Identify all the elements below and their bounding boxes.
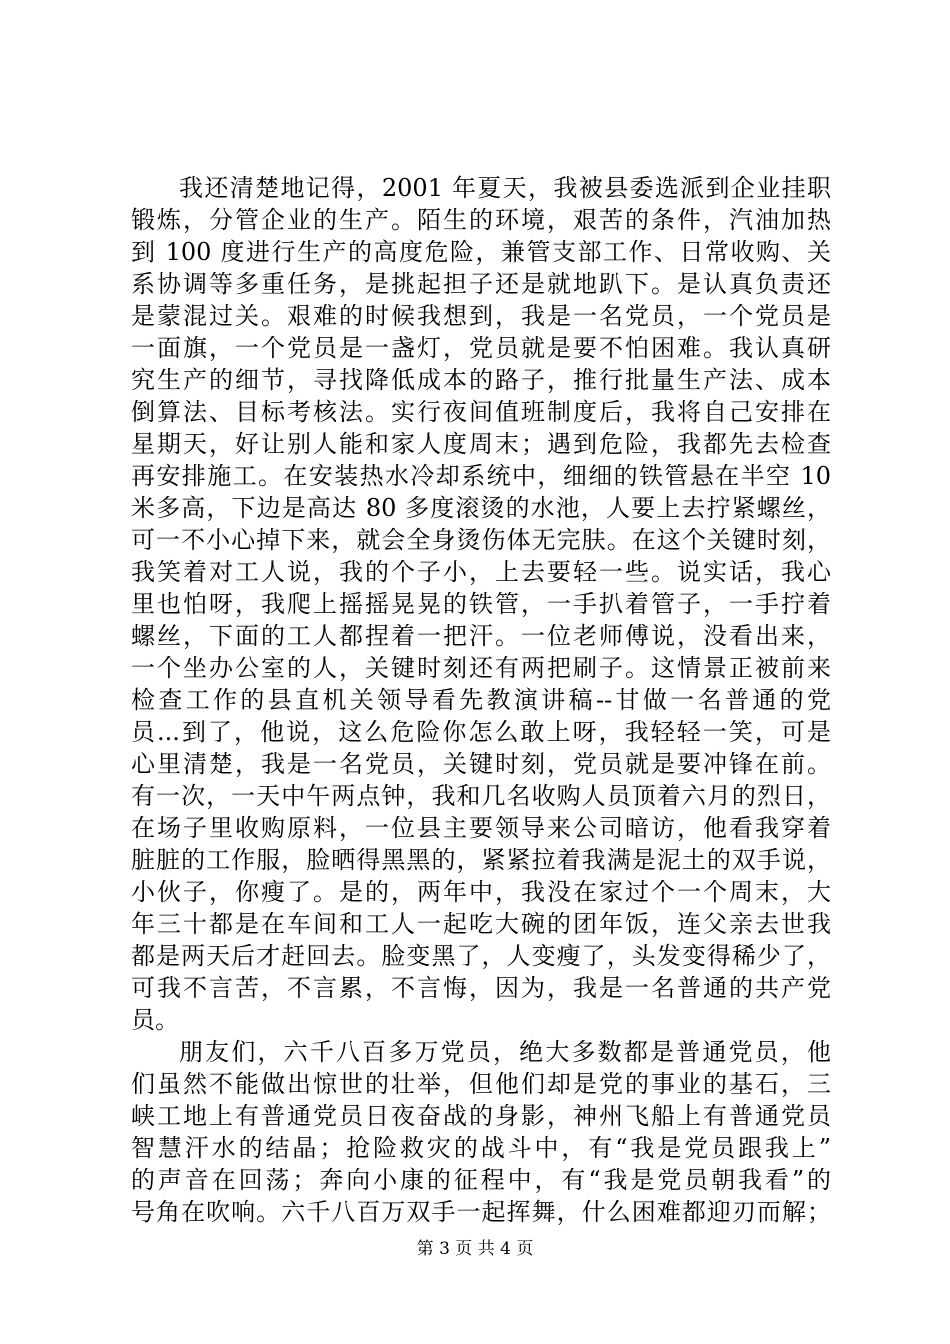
text-line: 螺丝，下面的工人都捏着一把汗。一位老师傅说，没看出来， [131, 622, 831, 650]
text-line: 的声音在回荡；奔向小康的征程中，有“我是党员朝我看”的 [131, 1166, 831, 1194]
text-line: 系协调等多重任务，是挑起担子还是就地趴下。是认真负责还 [131, 270, 831, 298]
text-line: 星期天，好让别人能和家人度周末；遇到危险，我都先去检查 [131, 430, 831, 458]
text-line: 年三十都是在车间和工人一起吃大碗的团年饭，连父亲去世我 [131, 910, 831, 938]
text-line: 到 100 度进行生产的高度危险，兼管支部工作、日常收购、关 [131, 238, 831, 266]
text-line: 朋友们，六千八百多万党员，绝大多数都是普通党员，他 [179, 1038, 831, 1066]
text-line: 可一不小心掉下来，就会全身烫伤体无完肤。在这个关键时刻， [131, 526, 831, 554]
text-line: 号角在吹响。六千八百万双手一起挥舞，什么困难都迎刃而解； [131, 1198, 831, 1226]
text-line: 智慧汗水的结晶；抢险救灾的战斗中，有“我是党员跟我上” [131, 1134, 831, 1162]
text-line: 里也怕呀，我爬上摇摇晃晃的铁管，一手扒着管子，一手拧着 [131, 590, 831, 618]
text-line: 我笑着对工人说，我的个子小，上去要轻一些。说实话，我心 [131, 558, 831, 586]
text-line: 检查工作的县直机关领导看先教演讲稿--甘做一名普通的党 [131, 686, 831, 714]
page-number-label: 第 3 页 共 4 页 [416, 1239, 534, 1259]
text-line: 可我不言苦，不言累，不言悔，因为，我是一名普通的共产党 [131, 974, 831, 1002]
text-line: 一个坐办公室的人，关键时刻还有两把刷子。这情景正被前来 [131, 654, 831, 682]
text-line: 小伙子，你瘦了。是的，两年中，我没在家过个一个周末，大 [131, 878, 831, 906]
text-line: 米多高，下边是高达 80 多度滚烫的水池，人要上去拧紧螺丝， [131, 494, 831, 522]
text-line: 在场子里收购原料，一位县主要领导来公司暗访，他看我穿着 [131, 814, 831, 842]
text-line: 究生产的细节，寻找降低成本的路子，推行批量生产法、成本 [131, 366, 831, 394]
text-line: 员。 [131, 1006, 179, 1034]
text-line: 脏脏的工作服，脸晒得黑黑的，紧紧拉着我满是泥土的双手说， [131, 846, 831, 874]
page-footer [0, 1237, 950, 1261]
text-line: 都是两天后才赶回去。脸变黑了，人变瘦了，头发变得稀少了， [131, 942, 831, 970]
text-line: 有一次，一天中午两点钟，我和几名收购人员顶着六月的烈日， [131, 782, 831, 810]
document-body [131, 172, 831, 1228]
text-line: 我还清楚地记得，2001 年夏天，我被县委选派到企业挂职 [179, 174, 831, 202]
text-line: 锻炼，分管企业的生产。陌生的环境，艰苦的条件，汽油加热 [131, 206, 831, 234]
text-line: 峡工地上有普通党员日夜奋战的身影，神州飞船上有普通党员 [131, 1102, 831, 1130]
text-line: 是蒙混过关。艰难的时候我想到，我是一名党员，一个党员是 [131, 302, 831, 330]
text-line: 们虽然不能做出惊世的壮举，但他们却是党的事业的基石，三 [131, 1070, 831, 1098]
text-line: 员...到了，他说，这么危险你怎么敢上呀，我轻轻一笑，可是 [131, 718, 831, 746]
text-line: 一面旗，一个党员是一盏灯，党员就是要不怕困难。我认真研 [131, 334, 831, 362]
text-line: 倒算法、目标考核法。实行夜间值班制度后，我将自己安排在 [131, 398, 831, 426]
text-line: 心里清楚，我是一名党员，关键时刻，党员就是要冲锋在前。 [131, 750, 831, 778]
text-line: 再安排施工。在安装热水冷却系统中，细细的铁管悬在半空 10 [131, 462, 831, 490]
